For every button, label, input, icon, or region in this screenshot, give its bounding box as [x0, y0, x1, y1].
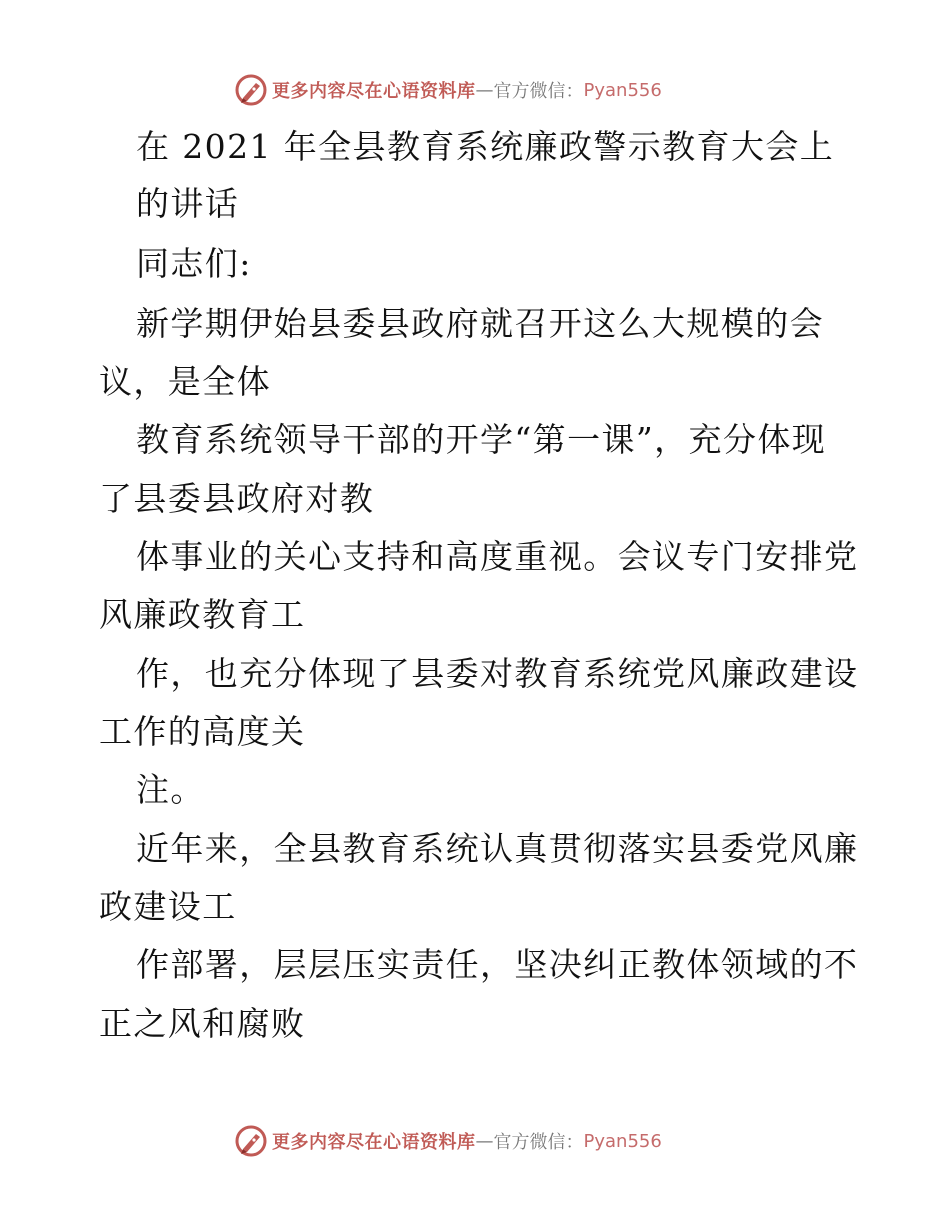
paragraph-line: 作，也充分体现了县委对教育系统党风廉政建设: [136, 654, 859, 693]
paragraph-line: 工作的高度关: [99, 712, 306, 751]
watermark-header: [234, 73, 662, 107]
paragraph-line: 作部署，层层压实责任，坚决纠正教体领域的不: [136, 945, 859, 984]
watermark-label: 官方微信：: [493, 81, 584, 102]
paragraph-line: 新学期伊始县委县政府就召开这么大规模的会: [136, 304, 824, 343]
paragraph-line: 风廉政教育工: [99, 595, 306, 634]
watermark-label: 官方微信：: [493, 1132, 584, 1153]
watermark-dash: —: [475, 1130, 494, 1152]
paragraph-line: 体事业的关心支持和高度重视。会议专门安排党: [136, 537, 859, 576]
paragraph-line: 正之风和腐败: [99, 1004, 306, 1043]
pen-logo-icon: [234, 1124, 268, 1158]
paragraph-line: 政建设工: [99, 887, 237, 926]
watermark-dash: —: [475, 79, 494, 101]
paragraph-line: 注。: [136, 770, 205, 809]
title-line-2: 的讲话: [136, 184, 240, 223]
salutation: 同志们:: [136, 244, 252, 283]
watermark-brand: 更多内容尽在心语资料库: [272, 81, 476, 102]
pen-logo-icon: [234, 73, 268, 107]
paragraph-line: 了县委县政府对教: [99, 479, 375, 518]
watermark-account: Pyan556: [583, 79, 662, 101]
paragraph-line: 议，是全体: [99, 362, 271, 401]
paragraph-line: 近年来，全县教育系统认真贯彻落实县委党风廉: [136, 829, 859, 868]
watermark-account: Pyan556: [583, 1130, 662, 1152]
paragraph-line: 教育系统领导干部的开学“第一课”，充分体现: [136, 420, 827, 459]
watermark-brand: 更多内容尽在心语资料库: [272, 1132, 476, 1153]
title-line-1: 在 2021 年全县教育系统廉政警示教育大会上: [136, 127, 835, 166]
watermark-footer: [234, 1124, 662, 1158]
